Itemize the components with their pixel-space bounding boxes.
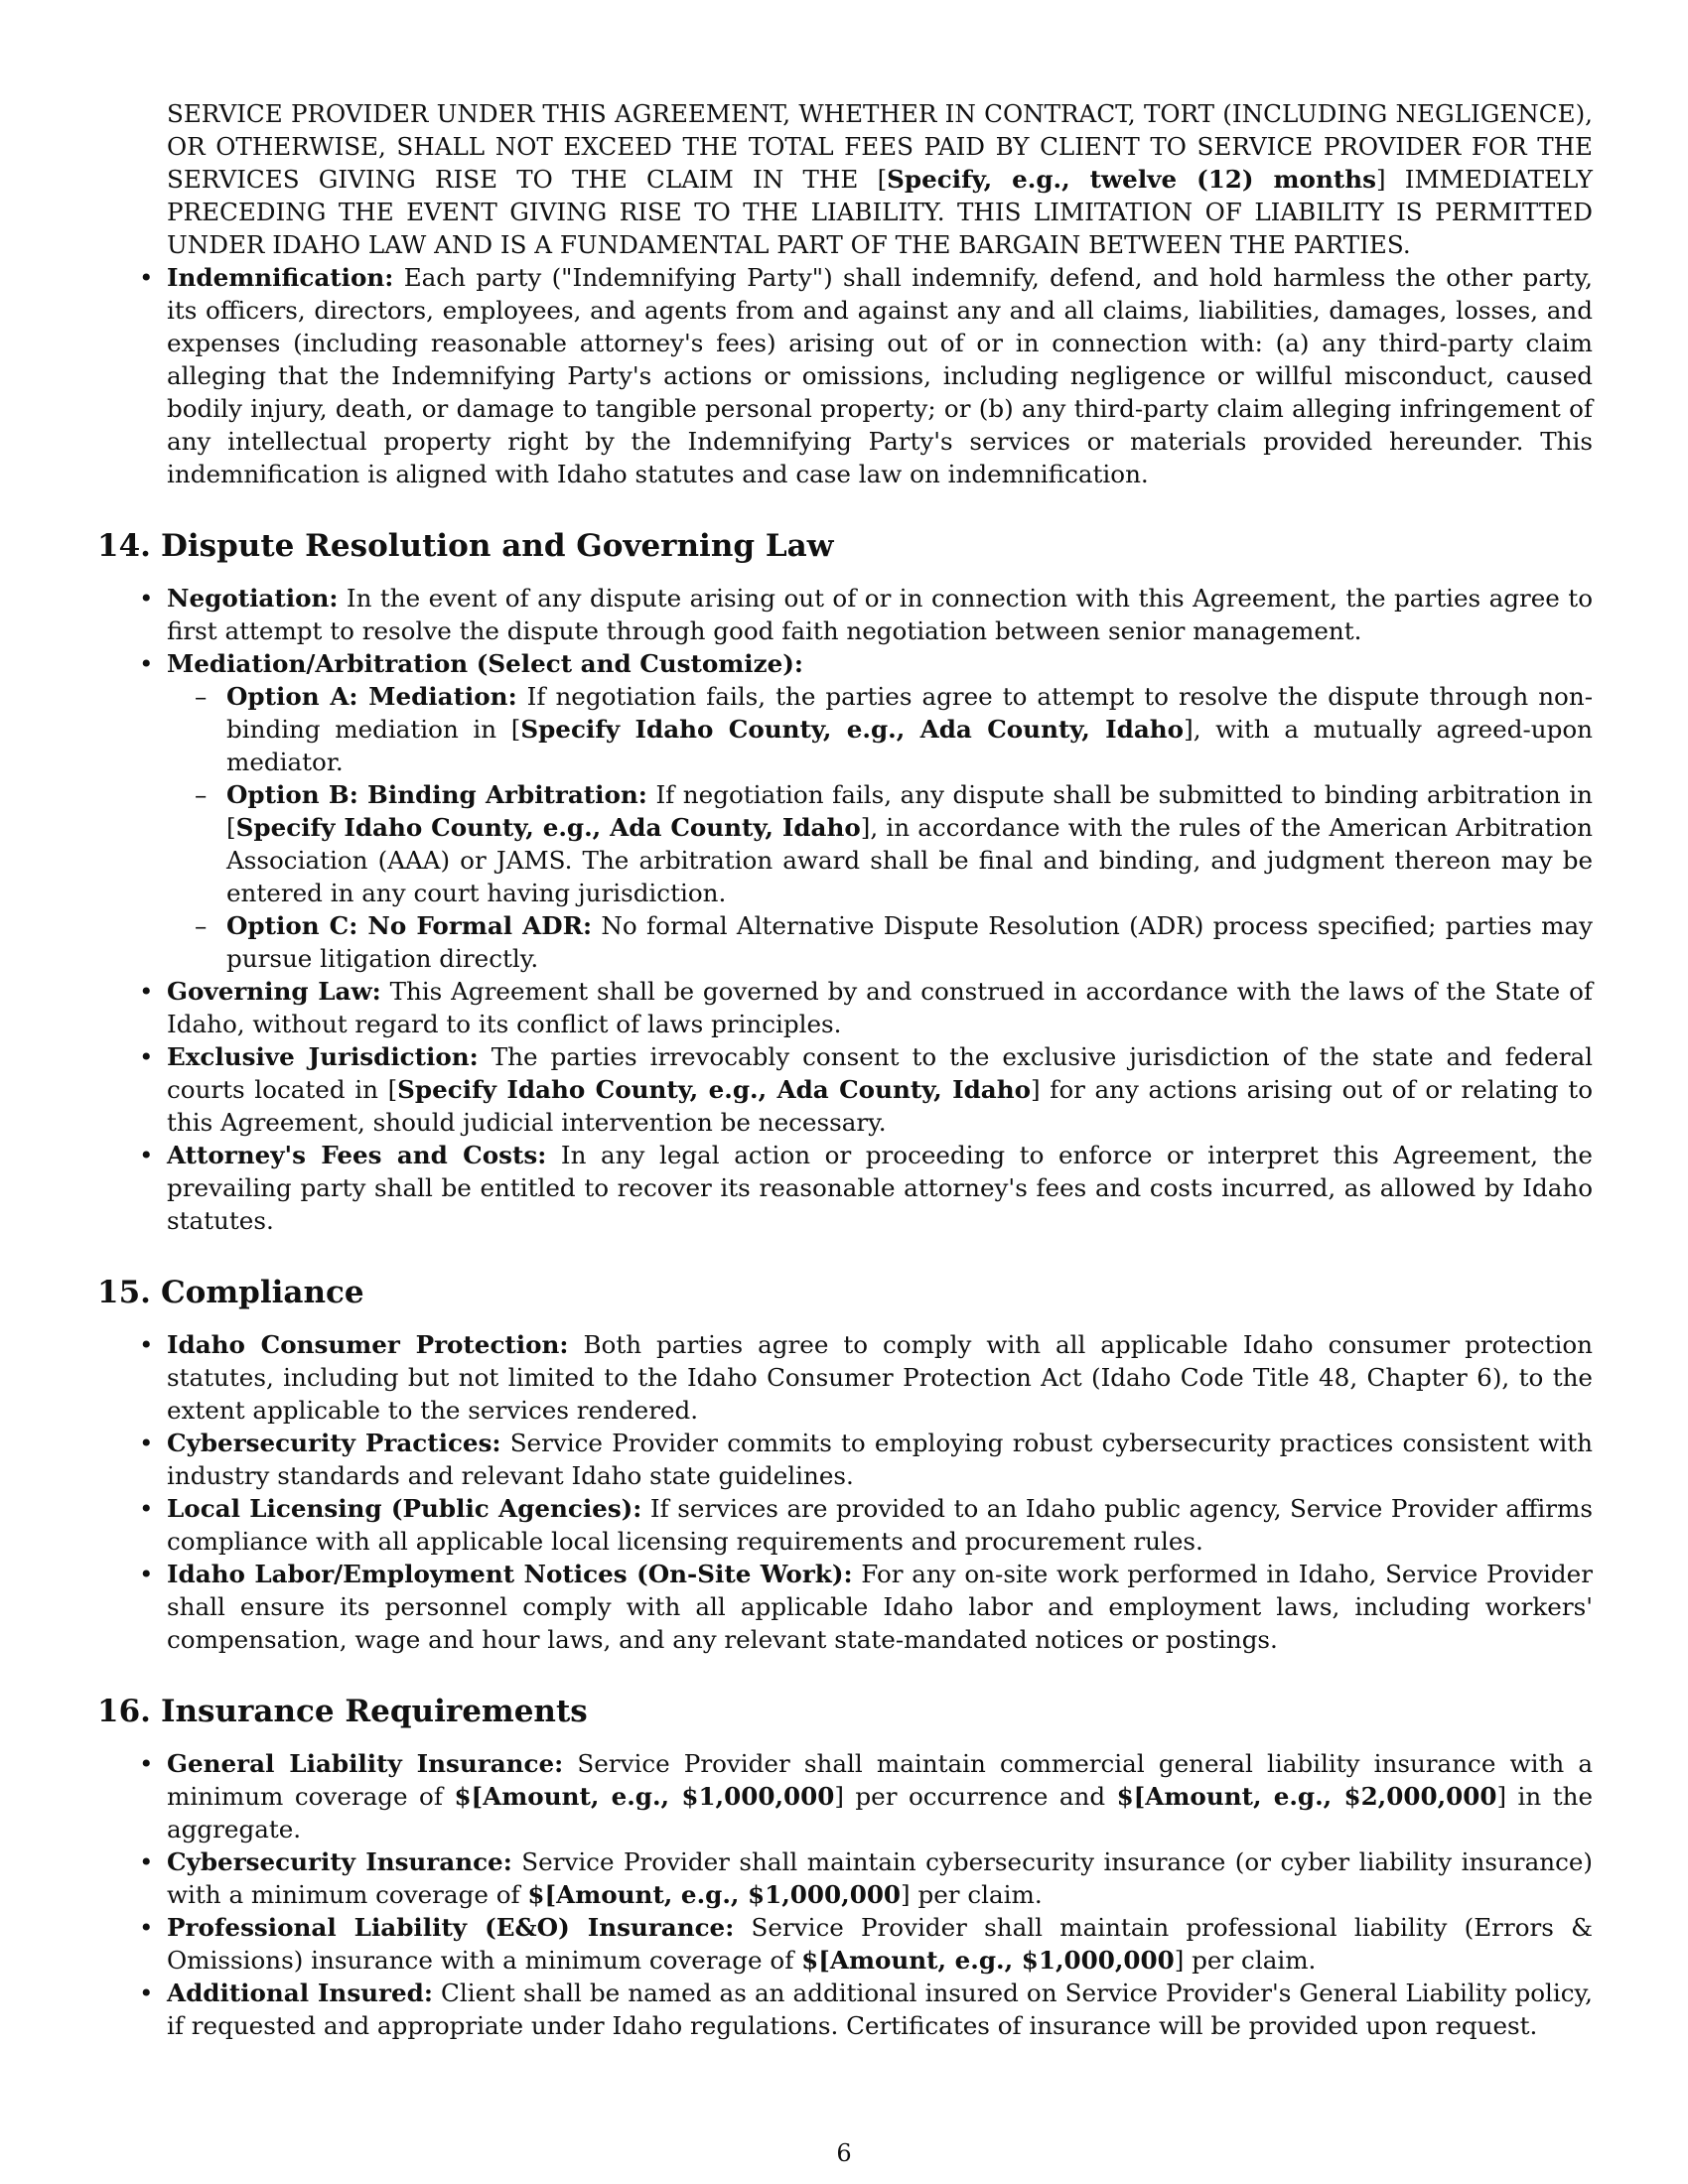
document-page bbox=[97, 97, 1593, 2042]
liability-list bbox=[97, 261, 1593, 490]
section-16-heading: 16. Insurance Requirements bbox=[97, 1694, 588, 1729]
cybersecurity-insurance-item: • Cybersecurity Insurance: Service Provider shall maintain cybersecurity insurance (or cyber liability insurance) with a minimum coverage of $[Amount, e.g., $1,000,000] per claim. bbox=[97, 1845, 1593, 1911]
section-14-heading: 14. Dispute Resolution and Governing Law bbox=[97, 528, 834, 564]
option-b-item: – Option B: Binding Arbitration: If negotiation fails, any dispute shall be submitted to binding arbitration in [Specify Idaho County, e.g., Ada County, Idaho], in accordance with the rules of the American Arbitration Association (AAA) or JAMS. The arbitration award shall be final and binding, and judgment thereon may be entered in any court having jurisdiction. bbox=[167, 778, 1593, 909]
adr-options-list bbox=[167, 680, 1593, 975]
section-14-list bbox=[97, 582, 1593, 1237]
liability-continuation: SERVICE PROVIDER UNDER THIS AGREEMENT, WHETHER IN CONTRACT, TORT (INCLUDING NEGLIGENCE), OR OTHERWISE, SHALL NOT EXCEED THE TOTAL FEES PAID BY CLIENT TO SERVICE PROVIDER FOR THE SERVICES GIVING RISE TO THE CLAIM IN THE [Specify, e.g., twelve (12) months] IMMEDIATELY PRECEDING THE EVENT GIVING RISE TO THE LIABILITY. THIS LIMITATION OF LIABILITY IS PERMITTED UNDER IDAHO LAW AND IS A FUNDAMENTAL PART OF THE BARGAIN BETWEEN THE PARTIES. bbox=[167, 99, 1593, 259]
attorneys-fees-item: • Attorney's Fees and Costs: In any legal action or proceeding to enforce or interpret this Agreement, the prevailing party shall be entitled to recover its reasonable attorney's fees and costs incurred, as allowed by Idaho statutes. bbox=[97, 1139, 1593, 1237]
section-15-list bbox=[97, 1328, 1593, 1656]
section-15-heading: 15. Compliance bbox=[97, 1275, 364, 1310]
option-c-item: – Option C: No Formal ADR: No formal Alternative Dispute Resolution (ADR) process specified; parties may pursue litigation directly. bbox=[167, 909, 1593, 975]
consumer-protection-item: • Idaho Consumer Protection: Both parties agree to comply with all applicable Idaho consumer protection statutes, including but not limited to the Idaho Consumer Protection Act (Idaho Code Title 48, Chapter 6), to the extent applicable to the services rendered. bbox=[97, 1328, 1593, 1427]
page-number: 6 bbox=[836, 2139, 852, 2167]
option-a-item: – Option A: Mediation: If negotiation fails, the parties agree to attempt to resolve the dispute through non-binding mediation in [Specify Idaho County, e.g., Ada County, Idaho], with a mutually agreed-upon mediator. bbox=[167, 680, 1593, 778]
mediation-arbitration-item: • Mediation/Arbitration (Select and Customize): – Option A: Mediation: If negotiation fails, the parties agree to attempt to resolve the dispute through non-binding mediation in [Specify Idaho County, e.g., Ada County, Idaho], with a mutually agreed-upon mediator. – Option B: Binding Arbitration: If negotiation fails, any dispute shall be submitted to binding arbitration in [Specify Idaho County, e.g., Ada County, Idaho], in accordance with the rules of the American Arbitration Association (AAA) or JAMS. The arbitration award shall be final and binding, and judgment thereon may be entered in any court having jurisdiction. – Option C: No Formal ADR: No formal Alternative Dispute Resolution (ADR) process specified; parties may pursue litigation directly. bbox=[97, 647, 1593, 975]
indemnification-item: • Indemnification: Each party ("Indemnifying Party") shall indemnify, defend, and hold harmless the other party, its officers, directors, employees, and agents from and against any and all claims, liabilities, damages, losses, and expenses (including reasonable attorney's fees) arising out of or in connection with: (a) any third-party claim alleging that the Indemnifying Party's actions or omissions, including negligence or willful misconduct, caused bodily injury, death, or damage to tangible personal property; or (b) any third-party claim alleging infringement of any intellectual property right by the Indemnifying Party's services or materials provided hereunder. This indemnification is aligned with Idaho statutes and case law on indemnification. bbox=[97, 261, 1593, 490]
negotiation-item: • Negotiation: In the event of any dispute arising out of or in connection with this Agreement, the parties agree to first attempt to resolve the dispute through good faith negotiation between senior management. bbox=[97, 582, 1593, 647]
labor-notices-item: • Idaho Labor/Employment Notices (On-Site Work): For any on-site work performed in Idaho, Service Provider shall ensure its personnel comply with all applicable Idaho labor and employment laws, including workers' compensation, wage and hour laws, and any relevant state-mandated notices or postings. bbox=[97, 1558, 1593, 1656]
local-licensing-item: • Local Licensing (Public Agencies): If services are provided to an Idaho public agency, Service Provider affirms compliance with all applicable local licensing requirements and procurement rules. bbox=[97, 1492, 1593, 1558]
exclusive-jurisdiction-item: • Exclusive Jurisdiction: The parties irrevocably consent to the exclusive jurisdiction of the state and federal courts located in [Specify Idaho County, e.g., Ada County, Idaho] for any actions arising out of or relating to this Agreement, should judicial intervention be necessary. bbox=[97, 1040, 1593, 1139]
section-16-list bbox=[97, 1747, 1593, 2042]
cybersecurity-practices-item: • Cybersecurity Practices: Service Provider commits to employing robust cybersecurity practices consistent with industry standards and relevant Idaho state guidelines. bbox=[97, 1427, 1593, 1492]
placeholder-months: Specify, e.g., twelve (12) months bbox=[887, 165, 1376, 194]
professional-liability-item: • Professional Liability (E&O) Insurance: Service Provider shall maintain professional liability (Errors & Omissions) insurance with a minimum coverage of $[Amount, e.g., $1,000,000] per claim. bbox=[97, 1911, 1593, 1977]
general-liability-item: • General Liability Insurance: Service Provider shall maintain commercial general liability insurance with a minimum coverage of $[Amount, e.g., $1,000,000] per occurrence and $[Amount, e.g., $2,000,000] in the aggregate. bbox=[97, 1747, 1593, 1845]
additional-insured-item: • Additional Insured: Client shall be named as an additional insured on Service Provider's General Liability policy, if requested and appropriate under Idaho regulations. Certificates of insurance will be provided upon request. bbox=[97, 1977, 1593, 2042]
governing-law-item: • Governing Law: This Agreement shall be governed by and construed in accordance with the laws of the State of Idaho, without regard to its conflict of laws principles. bbox=[97, 975, 1593, 1040]
